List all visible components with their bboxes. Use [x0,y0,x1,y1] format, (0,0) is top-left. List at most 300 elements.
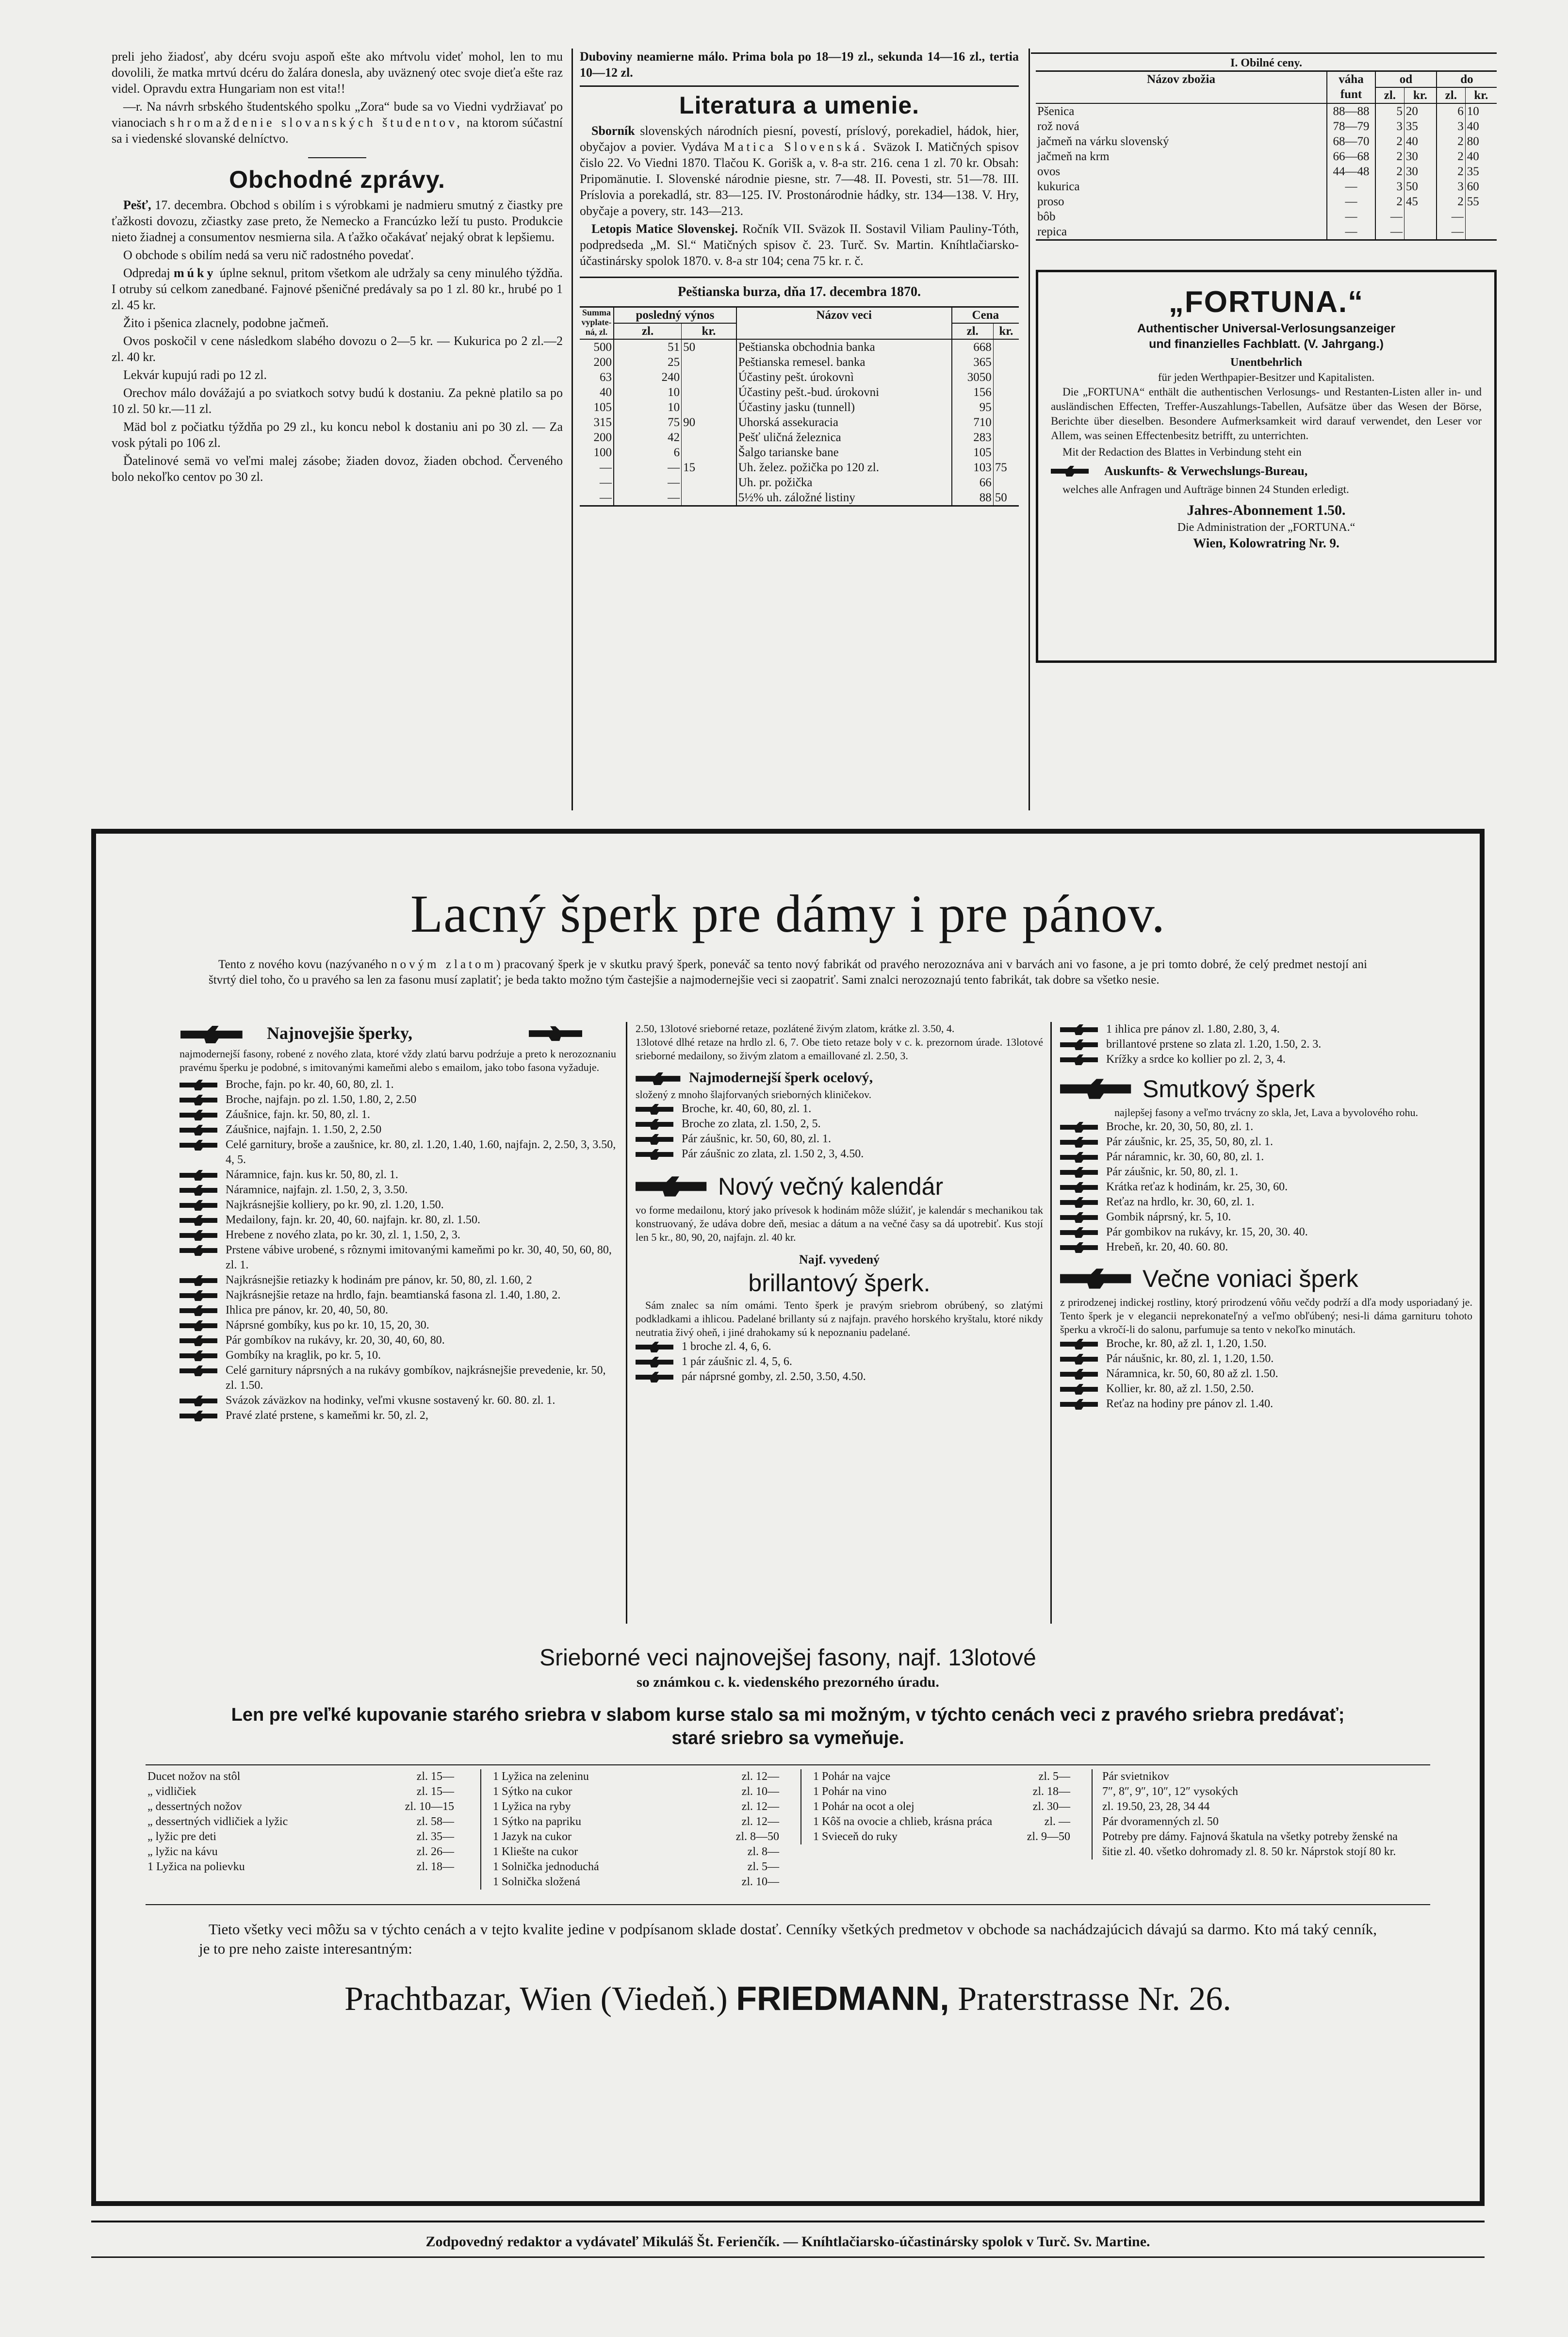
price-item [636,1339,1043,1354]
ad-sign-address: Praterstrasse Nr. 26. [958,1980,1231,2018]
grain-cell: 88—88 [1327,103,1375,119]
bursa-cell: 50 [682,339,736,355]
ad-steel-items [636,1102,1043,1162]
bursa-cell: 668 [952,339,994,355]
grain-cell: 44—48 [1327,164,1375,179]
price-label: 1 Kliešte na cukor [493,1845,578,1858]
pointing-hand-icon [180,1125,218,1136]
price-item-text: pár náprsné gomby, zl. 2.50, 3.50, 4.50. [682,1370,866,1383]
bursa-cell: 710 [952,415,994,430]
price-row [491,1799,781,1814]
fortuna-line3: Unentbehrlich [1230,356,1302,369]
bursa-cell: Uhorská assekuracia [736,415,952,430]
price-row [491,1814,781,1829]
column-3 [1036,56,1497,663]
ad-intro: Tento z nového kovu (nazývaného novým zlatom) pracovaný šperk je v skutku pravý šperk, poneváč sa tento nový fabrikát od pravého nerozoznáva ani v barvách ani vo fasone, a je pri tomto dobré, že celý predmet nestojí ani štvrtý diel toho, čo u pravého sa len za fasonu musí zaplatiť; je beda takto možno tým častejšie a najmodernejšie veci si zaopatriť. Sami znalci nerozoznajú tento fabrikát, tak dobre sa všetko nesie. [209,958,1367,987]
price-label: 1 Sýtko na papriku [493,1815,581,1828]
pointing-hand-icon [636,1357,674,1367]
grain-cell: 2 [1437,149,1465,164]
pointing-hand-icon [636,1176,708,1197]
price-item [180,1318,616,1333]
price-row [491,1844,781,1860]
pointing-hand-icon [180,1290,218,1301]
bursa-cell: Uh. želez. požička po 120 zl. [736,460,952,475]
intro-paragraph: preli jeho žiadosť, aby dcéru svoju aspoň ešte ako mŕtvolu videť mohol, len to mu dovolili, že matka mrtvú dcéru do žalára donesla, aby uväznený otec svoje dieťa ešte raz videl. Opravdu extra Hungariam non est vita!! [112,49,563,96]
bursa-header-summa: Summa vyplate-ná, zl. [580,307,614,340]
price-item [1060,1225,1472,1240]
grain-cell: 78—79 [1327,119,1375,134]
bursa-cell: 103 [952,460,994,475]
price-item [1060,1366,1472,1382]
pointing-hand-icon [1060,1399,1099,1410]
ad-left-intro: najmodernejší fasony, robené z nového zlata, ktoré vždy zlatú barvu podrźuje a preto k nerozoznaniu pravému šperku je podobné, s imitovanými kameňmi alebo s emailom, jako tobo fasona vyžaduje. [180,1048,616,1073]
fortuna-body2: Mit der Redaction des Blattes in Verbindung steht ein [1062,446,1302,458]
ad-mourn-items [1060,1119,1472,1255]
bursa-cell: Účastiny pešt. úrokovnì [736,370,952,385]
grain-sub: kr. [1404,87,1437,103]
zora-paragraph: —r. Na návrh srbského študentského spolku „Zora“ bude sa vo Viedni vydržiavať po vianociach shromaždenie slovanských študentov, na ktorom súčastní sa i viedenské slovanské delníctvo. [112,99,563,146]
ad-scent-title: Večne voniaci šperk [1060,1262,1472,1296]
bursa-cell: 5½% uh. záložné listiny [736,490,952,506]
fortuna-admin: Die Administration der „FORTUNA.“ [1177,521,1356,534]
price-row [146,1829,456,1844]
fortuna-body: Die „FORTUNA“ enthält die authentischen Verlosungs- und Restanten-Listen aller in- und ausländischen Effecten, Treffer-Auszahlungs-Tabellen, Aufsätze über das Wesen der Börse, Berichte über dieselben. Besondere Aufmerksamkeit wird darauf verwendet, den Leser vor Allem, was seinen Effectenbesitz betrifft, zu unterrichten. [1051,386,1482,442]
ad-sign-shop: Prachtbazar, Wien (Viedeň.) [344,1980,728,2018]
grain-cell: jačmeň na krm [1036,149,1327,164]
price-label: 1 Pohár na ocot a olej [813,1800,915,1813]
price-row [811,1814,1072,1829]
bursa-cell: 42 [614,430,682,445]
price-row [146,1769,456,1784]
grain-cell: kukurica [1036,179,1327,194]
pointing-hand-icon [1060,1242,1099,1253]
ad-bril-text: Sám znalec sa ním omámi. Tento šperk je pravým sriebrom obrúbený, so zlatými podkladkami a ihlicou. Padelané brillanty sú z najfajn. pravého horského kryštalu, ktoré nikdy neutratia živý oheň, i jiné drahokamy sú k nepoznaniu padelané. [636,1299,1043,1338]
price-item-text: Broche, kr. 80, až zl. 1, 1.20, 1.50. [1106,1337,1267,1350]
price-item [180,1092,616,1107]
price-row [491,1769,781,1784]
divider [580,85,1019,87]
bursa-cell [682,475,736,490]
column-rule [1050,1022,1052,1624]
price-label: 1 Pohár na vajce [813,1770,891,1783]
obchod-paragraph: O obchode s obilím nedá sa veru nič radostného povedať. [123,248,414,262]
grain-cell: — [1327,179,1375,194]
price-item-text: Pár záušnic, kr. 50, 80, zl. 1. [1106,1166,1238,1178]
price-item [180,1107,616,1122]
pointing-hand-icon [636,1134,674,1145]
price-item [180,1213,616,1228]
bursa-title: Peštianska burza, dňa 17. decembra 1870. [678,284,921,299]
price-item [1060,1240,1472,1255]
price-row [491,1829,781,1844]
price-item [636,1102,1043,1117]
price-label: „ vidličiek [147,1785,196,1798]
zito-paragraph: Žito i pšenica zlacnely, podobne jačmeň. [123,316,329,330]
price-item [1060,1351,1472,1366]
fortuna-body3: welches alle Anfragen und Aufträge binnen 24 Stunden erledigt. [1062,483,1349,495]
ad-calendar-title: Nový večný kalendár [636,1169,1043,1203]
price-label: 1 Kôš na ovocie a chlieb, krásna práca [813,1815,993,1828]
fortuna-address: Wien, Kolowratring Nr. 9. [1193,536,1339,550]
price-item-text: Pár gombíkov na rukávy, kr. 20, 30, 40, 60, 80. [226,1334,445,1347]
bursa-sub: zl. [952,323,994,339]
price-note: 7″, 8″, 9″, 10″, 12″ vysokých [1102,1785,1238,1798]
bursa-cell [682,370,736,385]
bursa-cell [993,445,1019,460]
price-item [1060,1195,1472,1210]
price-item-text: Pravé zlaté prstene, s kameňmi kr. 50, zl. 2, [226,1409,428,1422]
pointing-hand-icon [180,1185,218,1196]
grain-sub: zl. [1375,87,1404,103]
bursa-row [580,370,1019,385]
pointing-hand-icon [1060,1339,1099,1350]
grain-cell: 2 [1375,134,1404,149]
price-item [636,1117,1043,1132]
grain-cell: Pšenica [1036,103,1327,119]
pointing-hand-icon [180,1095,218,1105]
grain-cell: — [1375,224,1404,240]
grain-cell: 80 [1467,135,1479,148]
grain-cell: 35 [1467,165,1479,178]
grain-cell: 3 [1437,119,1465,134]
column-rule [626,1022,627,1624]
price-item [636,1132,1043,1147]
pointing-hand-icon [180,1305,218,1316]
bursa-rows [580,339,1019,506]
price-table [146,1769,456,1875]
grain-cell: 2 [1437,194,1465,209]
price-value: zl. 10—15 [405,1800,454,1813]
price-item [180,1333,616,1348]
ad-bril-items [636,1339,1043,1384]
price-item [180,1077,616,1092]
fortuna-line1: Authentischer Universal-Verlosungsanzeiger [1137,322,1396,335]
grain-cell: proso [1036,194,1327,209]
price-item [180,1168,616,1183]
pointing-hand-icon [1060,1079,1133,1099]
bursa-cell: 51 [614,339,682,355]
grain-cell [1404,224,1437,240]
bursa-cell: — [580,475,614,490]
price-item [1060,1052,1472,1067]
bursa-cell: 283 [952,430,994,445]
grain-row [1036,149,1497,164]
grain-cell: 60 [1467,180,1479,193]
pointing-hand-icon [636,1372,674,1382]
price-table [491,1769,781,1890]
grain-cell: 35 [1404,119,1437,134]
price-item [180,1288,616,1303]
bursa-sub: kr. [682,323,736,339]
bursa-cell: Peštianska remesel. banka [736,355,952,370]
price-item [180,1228,616,1243]
pointing-hand-icon [180,1215,218,1226]
price-item [636,1147,1043,1162]
price-value: zl. — [1044,1815,1070,1828]
pointing-hand-icon [636,1149,674,1160]
price-row [811,1769,1072,1784]
bursa-cell [682,430,736,445]
grain-cell: 50 [1404,179,1437,194]
bursa-cell: 10 [614,400,682,415]
jewelry-advertisement [91,829,1485,2206]
grain-cell: — [1327,194,1375,209]
mad-paragraph: Mäd bol z počiatku týždňa po 29 zl., ku koncu nebol k dostaniu ani po 30 zl. — Za vosk pýtali po 106 zl. [112,420,563,450]
grain-row [1036,103,1497,119]
price-item-text: Krížky a srdce ko kollier po zl. 2, 3, 4. [1106,1053,1286,1066]
grain-cell: 3 [1375,119,1404,134]
duboviny-paragraph: Duboviny neamierne málo. Prima bola po 18—19 zl., sekunda 14—16 zl., tertia 10—12 zl. [580,49,1019,80]
grain-cell: 6 [1437,103,1465,119]
ad-middle-column [636,1022,1043,1384]
price-item-text: Reťaz na hrdlo, kr. 30, 60, zl. 1. [1106,1196,1255,1208]
price-label: „ lyžic pre deti [147,1830,216,1843]
bursa-cell: 3050 [952,370,994,385]
price-value: zl. 9—50 [1027,1830,1070,1843]
pointing-hand-icon [1060,1167,1099,1178]
bursa-cell: 66 [952,475,994,490]
fortuna-line2: und finanzielles Fachblatt. (V. Jahrgang.) [1149,337,1384,351]
grain-table-title: I. Obilné ceny. [1230,57,1303,69]
orechov-paragraph: Orechov málo dovážajú a po sviatkoch sotvy budú k dostaniu. Za peknė platilo sa po 10 zl. 50 kr.—11 zl. [112,386,563,416]
pointing-hand-icon [1060,1212,1099,1223]
grain-cell: — [1327,209,1375,224]
bursa-cell: 315 [580,415,614,430]
price-column-3 [800,1769,1072,1844]
price-item-text: Náramnica, kr. 50, 60, 80 až zl. 1.50. [1106,1367,1278,1380]
price-item-text: Gombik náprsný, kr. 5, 10. [1106,1211,1231,1223]
ad-right-column [1060,1022,1472,1412]
price-value: zl. 18— [1032,1785,1070,1798]
bursa-sub: kr. [999,325,1013,338]
grain-cell: ovos [1036,164,1327,179]
grain-cell: 30 [1404,164,1437,179]
grain-row [1036,179,1497,194]
pointing-hand-icon [1060,1137,1099,1148]
bursa-cell: 365 [952,355,994,370]
muka-paragraph: Odpredaj múky úplne seknul, pritom všetkom ale udržaly sa ceny minulého týždňa. I otruby sú celkom zanedbané. Fajnové pšeničné predávaly sa po 1 zl. 80 kr., hrubé po 1 zl. 45 kr. [112,266,563,312]
ad-calendar-text: vo forme medailonu, ktorý jako prívesok k hodinám môže slúžiť, je kalendár s mechanikou tak konstruovaný, že udáva dobre deň, mesiac a dátum a na večné časy sa dá upotrebiť. Kus stojí len 5 kr., 80, 90, 20, najfajn. zl. 40 kr. [636,1204,1043,1243]
price-item-text: 1 ihlica pre pánov zl. 1.80, 2.80, 3, 4. [1106,1023,1280,1036]
price-row [146,1860,456,1875]
price-row [811,1829,1072,1844]
grain-cell: 40 [1467,120,1479,133]
bursa-cell: 100 [580,445,614,460]
price-item [636,1369,1043,1384]
bursa-row [580,355,1019,370]
pointing-hand-icon [180,1026,245,1043]
grain-cell: bôb [1036,209,1327,224]
bursa-header-cena: Cena [972,309,999,322]
bursa-cell: Účastiny pešt.-bud. úrokovni [736,385,952,400]
fortuna-ad [1036,270,1497,663]
bursa-cell: — [614,490,682,506]
price-item-text: Pár náramnic, kr. 30, 60, 80, zl. 1. [1106,1151,1264,1163]
price-item-text: Najkrásnejšie kolliery, po kr. 90, zl. 1.20, 1.50. [226,1199,444,1211]
grain-cell: 68—70 [1327,134,1375,149]
bursa-cell: 63 [580,370,614,385]
ad-mid-top-2: 13lotové dlhé retaze na hrdlo zl. 6, 7. Obe tieto retaze boly v c. k. prezornom úrade. 13lotové srieborné medailony, so živým zlatom a emaillované zl. 2.50, 3. [636,1036,1043,1062]
fortuna-bureau: Auskunfts- & Verwechslungs-Bureau, [1051,463,1482,478]
ad-columns [116,1022,1472,1624]
pointing-hand-icon [180,1411,218,1421]
bursa-cell: 105 [952,445,994,460]
bursa-header-vynos: posledný výnos [614,307,736,324]
price-item-text: Broche, fajn. po kr. 40, 60, 80, zl. 1. [226,1078,394,1091]
price-label: Ducet nožov na stôl [147,1770,241,1783]
column-2 [580,49,1019,507]
price-item [1060,1165,1472,1180]
fortuna-line4: für jeden Werthpapier-Besitzer und Kapitalisten. [1158,371,1375,383]
bursa-cell: 90 [682,415,736,430]
bursa-cell: — [580,490,614,506]
bursa-row [580,430,1019,445]
grain-table [1036,70,1497,241]
bursa-cell: 50 [995,491,1007,504]
grain-cell: — [1437,224,1465,240]
ad-left-items [180,1077,616,1423]
pointing-hand-left-icon [529,1026,582,1041]
divider [580,277,1019,278]
grain-sub: zl. [1437,87,1465,103]
price-item-text: 1 pár záušnic zl. 4, 5, 6. [682,1355,792,1368]
grain-header-to: do [1460,73,1473,86]
price-column-2 [480,1769,781,1890]
bursa-cell: Peštianska obchodnia banka [736,339,952,355]
grain-cell: rož nová [1036,119,1327,134]
price-label: 1 Jazyk na cukor [493,1830,572,1843]
pointing-hand-icon [180,1140,218,1151]
bursa-cell [682,400,736,415]
price-row [146,1784,456,1799]
price-value: zl. 35— [416,1830,454,1843]
grain-cell: 55 [1467,195,1479,208]
bursa-cell: 95 [952,400,994,415]
bursa-cell: — [580,460,614,475]
pointing-hand-icon [180,1350,218,1361]
price-item-text: Pár náušnic, kr. 80, zl. 1, 1.20, 1.50. [1106,1352,1274,1365]
grain-cell: 40 [1404,134,1437,149]
price-item-text: Najkrásnejšie retaze na hrdlo, fajn. beamtianská fasona zl. 1.40, 1.80, 2. [226,1289,561,1301]
price-item-text: Svázok záväzkov na hodinky, veľmi vkusne sostavený kr. 60. 80. zl. 1. [226,1394,555,1407]
grain-cell: 2 [1375,164,1404,179]
price-column-1 [146,1769,456,1875]
grain-cell: jačmeň na várku slovenský [1036,134,1327,149]
top-rule [1031,52,1497,54]
price-item-text: Ihlica pre pánov, kr. 20, 40, 50, 80. [226,1304,389,1317]
pointing-hand-icon [1060,1268,1133,1289]
ad-left-title: Najnovejšie šperky, [180,1022,616,1044]
pointing-hand-icon [1060,1369,1099,1380]
bursa-cell [993,475,1019,490]
divider [308,157,366,158]
price-item-text: Pár záušnic, kr. 50, 60, 80, zl. 1. [682,1133,831,1145]
pointing-hand-icon [180,1320,218,1331]
grain-cell: 2 [1375,194,1404,209]
bursa-cell: 88 [952,490,994,506]
price-item-text: Pár gombikov na rukávy, kr. 15, 20, 30. 40. [1106,1226,1308,1238]
price-value: zl. 12— [741,1815,779,1828]
bursa-row [580,339,1019,355]
grain-cell: 2 [1437,164,1465,179]
ad-steel-title: Najmodernejší šperk ocelový, [636,1068,1043,1088]
bursa-cell: Uh. pr. požička [736,475,952,490]
price-item-text: Broche, najfajn. po zl. 1.50, 1.80, 2, 2.50 [226,1093,417,1106]
price-value: zl. 58— [416,1815,454,1828]
grain-cell: 2 [1375,149,1404,164]
price-item-text: Broche, kr. 40, 60, 80, zl. 1. [682,1103,812,1115]
pointing-hand-icon [180,1335,218,1346]
bursa-cell [682,355,736,370]
price-item [180,1393,616,1408]
price-item [636,1354,1043,1369]
price-item [1060,1336,1472,1351]
pointing-hand-icon [1060,1039,1099,1050]
pointing-hand-icon [180,1170,218,1181]
price-item [1060,1397,1472,1412]
price-note: Pár dvoramenných zl. 50 [1102,1815,1219,1828]
lekvar-paragraph: Lekvár kupujú radi po 12 zl. [123,368,267,382]
price-item [1060,1180,1472,1195]
pointing-hand-icon [1060,1354,1099,1365]
price-row [491,1875,781,1890]
price-item [180,1198,616,1213]
price-note: Potreby pre dámy. Fajnová škatula na všetky potreby ženské na šitie zl. 40. všetko dohromady zl. 8. 50 kr. Náprstok stojí 80 kr. [1102,1830,1398,1858]
price-label: 1 Svieceň do ruky [813,1830,898,1843]
pointing-hand-icon [180,1200,218,1211]
bursa-sub: zl. [614,323,682,339]
grain-cell: 5 [1375,103,1404,119]
pointing-hand-icon [180,1366,218,1376]
grain-rows [1036,103,1497,240]
price-item [1060,1382,1472,1397]
price-note: zl. 19.50, 23, 28, 34 44 [1102,1800,1210,1813]
bursa-cell [682,445,736,460]
pointing-hand-icon [1060,1197,1099,1208]
bursa-row [580,385,1019,400]
bursa-cell [993,430,1019,445]
grain-header-from: od [1375,71,1437,88]
price-value: zl. 12— [741,1800,779,1813]
pointing-hand-icon [1060,1024,1099,1035]
price-item-text: Náramnice, najfajn. zl. 1.50, 2, 3, 3.50. [226,1184,408,1196]
price-item-text: Záušnice, najfajn. 1. 1.50, 2, 2.50 [226,1123,382,1136]
ad-headline: Lacný šperk pre dámy i pre pánov. [410,884,1166,943]
price-label: „ lyžic na kávu [147,1845,218,1858]
price-item-text: Prstene vábive urobené, s rôznymi imitovanými kameňmi po kr. 30, 40, 50, 60, 80, zl. 1. [226,1244,612,1271]
bursa-cell: 25 [614,355,682,370]
ad-bril-title: brillantový šperk. [748,1269,931,1297]
price-value: zl. 30— [1032,1800,1070,1813]
price-item [180,1363,616,1393]
fortuna-title: „FORTUNA.“ [1168,285,1364,319]
pointing-hand-icon [1060,1384,1099,1395]
bursa-cell: Účastiny jasku (tunnell) [736,400,952,415]
price-item [180,1122,616,1137]
pointing-hand-icon [180,1245,218,1256]
price-item-text: 1 broche zl. 4, 6, 6. [682,1340,771,1353]
grain-cell: 40 [1467,150,1479,163]
price-item-text: Kollier, kr. 80, až zl. 1.50, 2.50. [1106,1382,1254,1395]
price-item-text: Pár záušnic zo zlata, zl. 1.50 2, 3, 4.50. [682,1148,864,1160]
ad-silver-title: Srieborné veci najnovejšej fasony, najf. 13lotové [539,1645,1036,1671]
bursa-table [580,306,1019,507]
price-item [1060,1210,1472,1225]
pointing-hand-icon [180,1230,218,1241]
price-row [491,1784,781,1799]
bursa-cell: — [614,475,682,490]
ad-steel-intro: složený z mnoho šlajforvaných srieborných kliničekov. [636,1088,872,1101]
